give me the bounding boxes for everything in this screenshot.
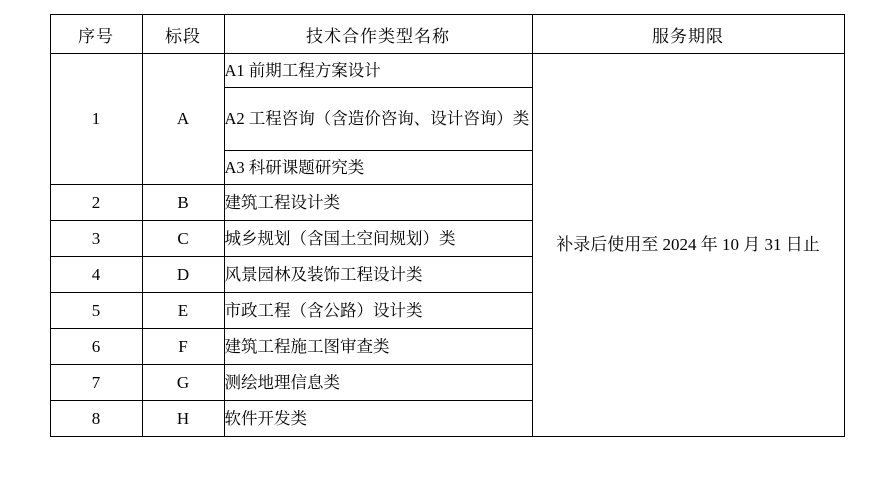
row-no: 4 <box>50 257 142 293</box>
row-lot: E <box>142 293 224 329</box>
row-type: A2 工程咨询（含造价咨询、设计咨询）类 <box>224 88 532 151</box>
row-no: 3 <box>50 221 142 257</box>
row-lot: B <box>142 185 224 221</box>
row-type: 市政工程（含公路）设计类 <box>224 293 532 329</box>
row-type: A1 前期工程方案设计 <box>224 54 532 88</box>
row-type: 软件开发类 <box>224 401 532 437</box>
row-no: 2 <box>50 185 142 221</box>
table-header-row <box>50 15 844 54</box>
column-header-no: 序号 <box>50 15 142 54</box>
row-type: 风景园林及装饰工程设计类 <box>224 257 532 293</box>
column-header-term: 服务期限 <box>532 15 844 54</box>
row-lot: G <box>142 365 224 401</box>
table-row <box>50 54 844 88</box>
row-type: 建筑工程施工图审查类 <box>224 329 532 365</box>
row-type: A3 科研课题研究类 <box>224 151 532 185</box>
row-no: 1 <box>50 54 142 185</box>
row-lot: C <box>142 221 224 257</box>
column-header-lot: 标段 <box>142 15 224 54</box>
column-header-type: 技术合作类型名称 <box>224 15 532 54</box>
row-lot: A <box>142 54 224 185</box>
row-type: 建筑工程设计类 <box>224 185 532 221</box>
row-no: 5 <box>50 293 142 329</box>
row-type: 测绘地理信息类 <box>224 365 532 401</box>
service-term-cell: 补录后使用至 2024 年 10 月 31 日止 <box>532 54 844 437</box>
row-lot: H <box>142 401 224 437</box>
row-type: 城乡规划（含国土空间规划）类 <box>224 221 532 257</box>
row-lot: F <box>142 329 224 365</box>
row-no: 7 <box>50 365 142 401</box>
row-no: 8 <box>50 401 142 437</box>
row-lot: D <box>142 257 224 293</box>
cooperation-types-table <box>50 14 845 437</box>
row-no: 6 <box>50 329 142 365</box>
